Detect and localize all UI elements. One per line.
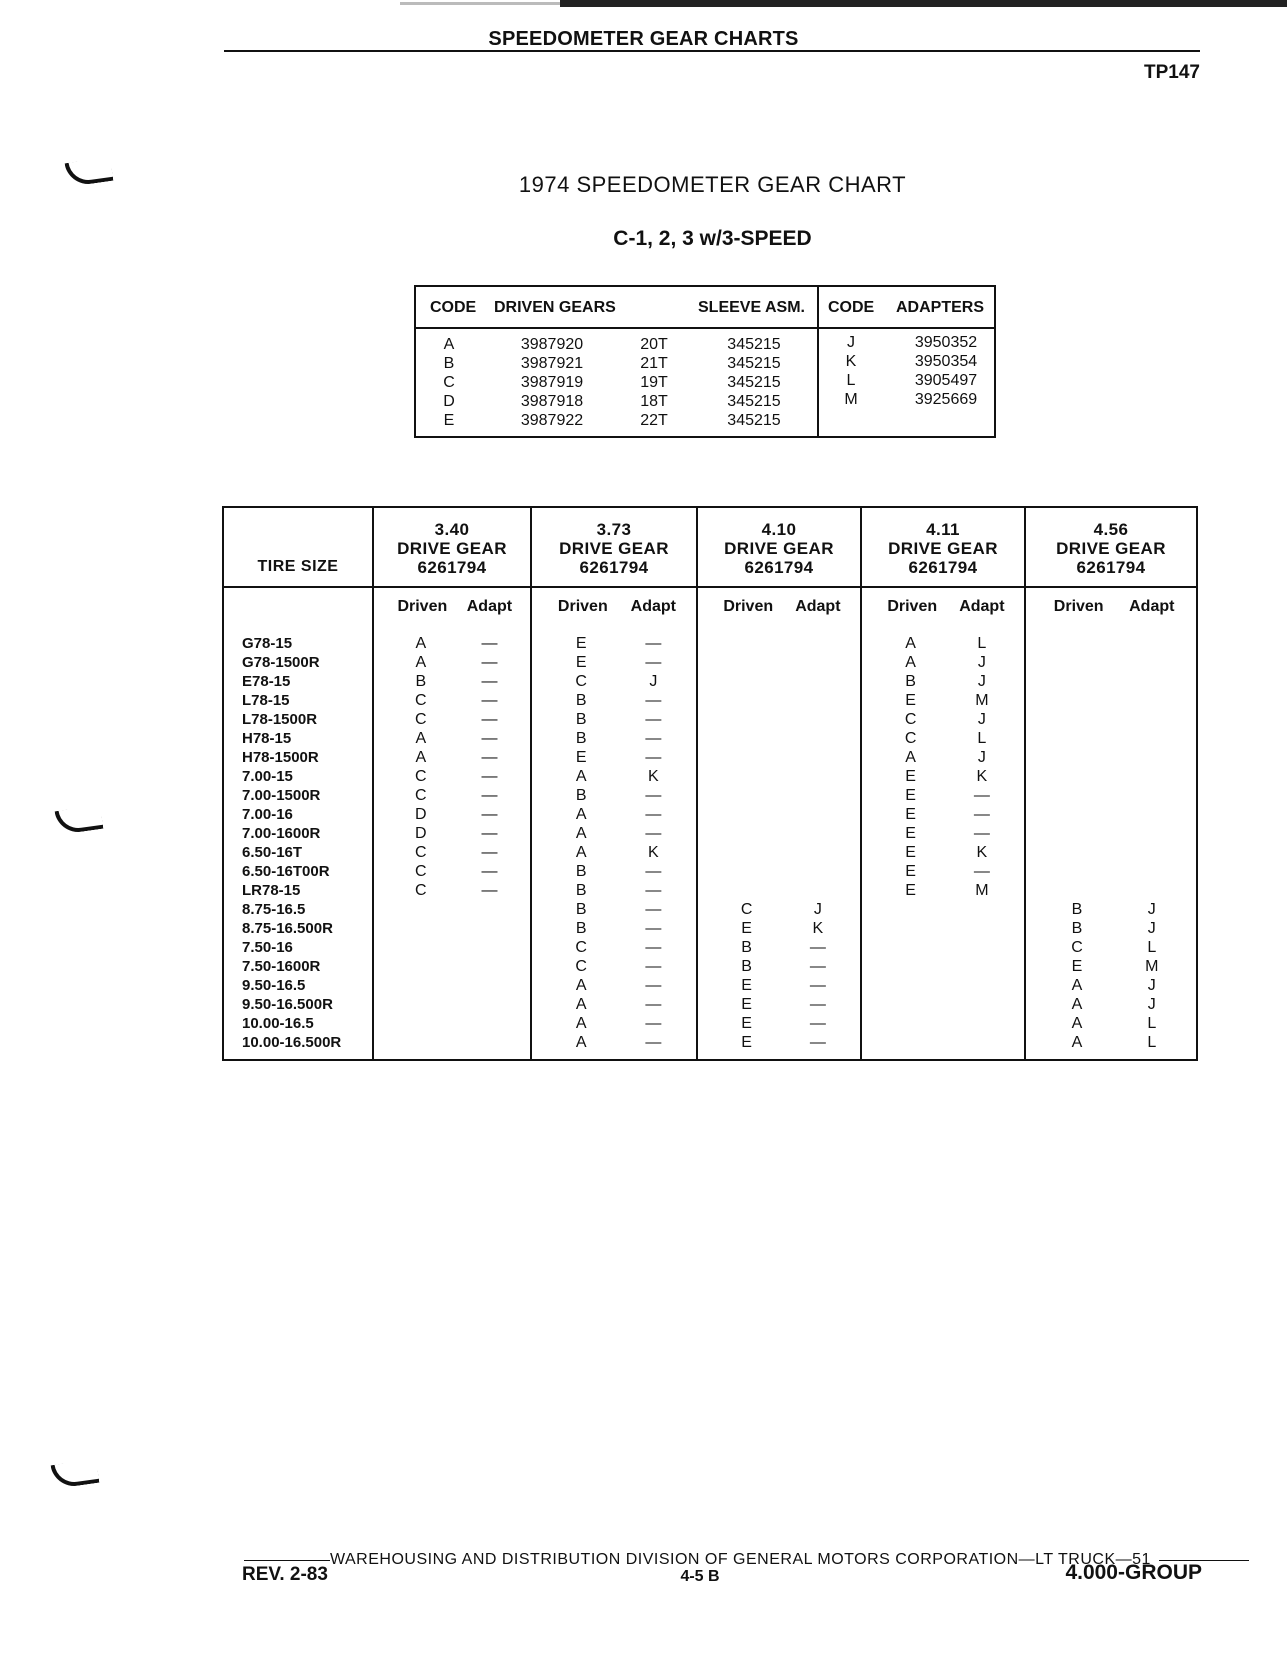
adapter-code: K: [845, 353, 857, 370]
col-header-driven-gears: DRIVEN GEARS: [494, 299, 616, 316]
adapter-code-cell: —: [481, 654, 498, 671]
driven-code-cell: A: [415, 730, 427, 747]
gear-code: C: [443, 374, 455, 391]
driven-code-cell: B: [575, 882, 587, 899]
adapter-code-cell: —: [645, 749, 662, 766]
driven-code-cell: B: [1071, 920, 1083, 937]
driven-code-cell: C: [415, 787, 427, 804]
driven-code-cell: A: [415, 654, 427, 671]
sub-header-adapt: Adapt: [466, 598, 513, 615]
adapter-code-cell: —: [481, 806, 498, 823]
adapter-code-cell: —: [481, 787, 498, 804]
adapter-code: J: [847, 334, 855, 351]
adapter-code-cell: J: [977, 711, 986, 728]
tire-size-cell: 9.50-16.5: [242, 977, 306, 994]
sub-header-driven: Driven: [557, 598, 608, 615]
drive-gear-ratio: 4.10: [761, 520, 797, 539]
gear-part-number: 3987922: [520, 412, 584, 429]
driven-code-cell: A: [575, 1015, 587, 1032]
driven-code-cell: A: [415, 749, 427, 766]
col-header-tire-size: TIRE SIZE: [257, 558, 339, 575]
adapter-code-cell: K: [976, 844, 988, 861]
adapter-code-cell: J: [813, 901, 822, 918]
adapter-code-cell: L: [977, 730, 987, 747]
adapter-code: L: [846, 372, 856, 389]
adapter-code-cell: J: [1147, 901, 1156, 918]
tire-size-cell: 6.50-16T: [242, 844, 303, 861]
adapter-code-cell: —: [481, 844, 498, 861]
tire-size-cell: G78-1500R: [242, 654, 320, 671]
sleeve-part-number: 345215: [727, 336, 781, 353]
drive-gear-ratio: 3.40: [434, 520, 470, 539]
drive-gear-ratio: 3.73: [596, 520, 632, 539]
adapter-code-cell: —: [481, 711, 498, 728]
driven-code-cell: C: [575, 958, 587, 975]
sub-header-driven: Driven: [887, 598, 938, 615]
adapter-code-cell: —: [645, 996, 662, 1013]
sub-header-driven: Driven: [1053, 598, 1104, 615]
adapter-code-cell: J: [1147, 996, 1156, 1013]
driven-code-cell: E: [905, 768, 916, 785]
table-divider: [696, 508, 698, 1059]
driven-code-cell: E: [905, 787, 916, 804]
tire-size-cell: H78-15: [242, 730, 292, 747]
adapter-code-cell: L: [1147, 1034, 1157, 1051]
adapter-code-cell: K: [648, 768, 659, 785]
driven-code-cell: D: [415, 806, 427, 823]
adapter-code-cell: —: [481, 749, 498, 766]
table-divider: [817, 287, 819, 438]
tire-size-cell: 7.00-1600R: [242, 825, 321, 842]
page-header-title: SPEEDOMETER GEAR CHARTS: [488, 28, 799, 50]
adapter-code-cell: —: [645, 654, 662, 671]
adapter-code-cell: —: [645, 882, 662, 899]
driven-code-cell: A: [575, 977, 587, 994]
sub-header-adapt: Adapt: [795, 598, 841, 615]
adapter-code-cell: —: [481, 882, 498, 899]
driven-code-cell: A: [1071, 1015, 1083, 1032]
tire-size-cell: 10.00-16.5: [242, 1015, 314, 1032]
footer-rule: [244, 1560, 330, 1561]
drive-gear-group-header: [1026, 520, 1196, 577]
driven-code-cell: E: [741, 1015, 752, 1032]
adapter-code-cell: —: [645, 901, 662, 918]
drive-gear-group-header: [698, 520, 860, 577]
driven-code-cell: C: [415, 882, 427, 899]
tire-size-cell: G78-15: [242, 635, 293, 652]
driven-code-cell: C: [415, 863, 427, 880]
driven-code-cell: A: [1071, 977, 1083, 994]
driven-code-cell: B: [741, 939, 752, 956]
driven-code-cell: A: [415, 635, 427, 652]
driven-code-cell: E: [1071, 958, 1083, 975]
driven-code-cell: E: [575, 654, 587, 671]
sleeve-part-number: 345215: [727, 374, 781, 391]
driven-code-cell: A: [905, 749, 916, 766]
sub-header-driven: Driven: [723, 598, 774, 615]
table-divider: [530, 508, 532, 1059]
table-divider: [224, 586, 1196, 588]
adapter-code-cell: —: [973, 825, 990, 842]
adapter-code-cell: —: [481, 768, 498, 785]
drive-gear-label: DRIVE GEAR: [724, 539, 834, 558]
adapter-code-cell: L: [1147, 1015, 1157, 1032]
driven-code-cell: B: [575, 920, 587, 937]
col-header-code: CODE: [430, 299, 477, 316]
tire-size-cell: 7.50-16: [242, 939, 293, 956]
gear-teeth: 22T: [640, 412, 668, 429]
sleeve-part-number: 345215: [727, 355, 781, 372]
tire-size-cell: 7.50-1600R: [242, 958, 321, 975]
drive-gear-label: DRIVE GEAR: [397, 539, 507, 558]
driven-code-cell: C: [740, 901, 753, 918]
adapter-code-cell: —: [645, 977, 662, 994]
sub-header-driven: Driven: [397, 598, 448, 615]
adapter-code-cell: —: [645, 1015, 662, 1032]
adapter-code-cell: L: [977, 635, 987, 652]
adapter-code-cell: K: [648, 844, 659, 861]
adapter-code-cell: J: [977, 673, 986, 690]
driven-code-cell: C: [415, 768, 427, 785]
header-rule: [224, 50, 1200, 52]
driven-code-cell: C: [415, 711, 427, 728]
table-divider: [860, 508, 862, 1059]
tire-size-cell: E78-15: [242, 673, 291, 690]
driven-code-cell: A: [575, 844, 587, 861]
driven-code-cell: C: [904, 711, 917, 728]
gear-code: E: [443, 412, 455, 429]
adapter-code-cell: —: [645, 806, 662, 823]
tire-size-cell: 7.00-1500R: [242, 787, 321, 804]
driven-code-cell: E: [741, 1034, 752, 1051]
driven-code-cell: A: [1071, 996, 1083, 1013]
adapter-code-cell: —: [973, 806, 990, 823]
scan-edge-line: [560, 0, 1287, 7]
page-number: 4-5 B: [680, 1568, 720, 1585]
driven-code-cell: A: [905, 654, 916, 671]
binder-hole-mark: [51, 1459, 100, 1489]
adapter-code-cell: L: [1147, 939, 1157, 956]
gear-teeth: 19T: [640, 374, 668, 391]
document-code: TP147: [1144, 62, 1200, 83]
drive-gear-label: DRIVE GEAR: [559, 539, 669, 558]
adapter-code-cell: —: [481, 863, 498, 880]
driven-code-cell: B: [575, 711, 587, 728]
adapter-code: M: [844, 391, 858, 408]
gear-part-number: 3987921: [520, 355, 584, 372]
drive-gear-group-header: [374, 520, 530, 577]
adapter-code-cell: —: [645, 863, 662, 880]
driven-code-cell: E: [575, 749, 587, 766]
adapter-code-cell: J: [1147, 977, 1156, 994]
tire-size-cell: L78-15: [242, 692, 290, 709]
adapter-code-cell: M: [975, 882, 989, 899]
driven-gear-code-table: [414, 285, 996, 438]
driven-code-cell: C: [575, 939, 587, 956]
binder-hole-mark: [55, 805, 104, 835]
driven-code-cell: B: [575, 787, 587, 804]
adapter-code-cell: —: [645, 635, 662, 652]
gear-code: B: [443, 355, 455, 372]
adapter-part-number: 3925669: [914, 391, 978, 408]
adapter-code-cell: —: [481, 673, 498, 690]
driven-code-cell: E: [741, 977, 752, 994]
driven-code-cell: C: [1071, 939, 1083, 956]
drive-gear-part: 6261794: [579, 558, 649, 577]
adapter-code-cell: M: [1145, 958, 1159, 975]
col-header-adapters: ADAPTERS: [896, 299, 985, 316]
tire-size-cell: 10.00-16.500R: [242, 1034, 342, 1051]
adapter-code-cell: —: [645, 711, 662, 728]
gear-teeth: 18T: [640, 393, 668, 410]
drive-gear-part: 6261794: [1076, 558, 1146, 577]
adapter-code-cell: —: [481, 730, 498, 747]
driven-code-cell: A: [575, 825, 587, 842]
gear-part-number: 3987918: [520, 393, 584, 410]
driven-code-cell: B: [575, 901, 587, 918]
driven-code-cell: E: [741, 996, 752, 1013]
drive-gear-ratio: 4.56: [1093, 520, 1129, 539]
gear-code: A: [443, 336, 455, 353]
driven-code-cell: B: [1071, 901, 1083, 918]
drive-gear-part: 6261794: [417, 558, 487, 577]
adapter-code-cell: K: [812, 920, 824, 937]
drive-gear-group-header: [862, 520, 1024, 577]
driven-code-cell: A: [905, 635, 916, 652]
tire-size-cell: 8.75-16.5: [242, 901, 306, 918]
gear-part-number: 3987919: [520, 374, 584, 391]
driven-code-cell: B: [415, 673, 427, 690]
tire-size-cell: 9.50-16.500R: [242, 996, 333, 1013]
adapter-code-cell: —: [645, 787, 662, 804]
tire-size-cell: 6.50-16T00R: [242, 863, 330, 880]
adapter-code-cell: —: [645, 958, 662, 975]
tire-size-cell: 7.00-15: [242, 768, 293, 785]
adapter-code-cell: —: [809, 939, 826, 956]
table-divider: [416, 327, 994, 329]
driven-code-cell: E: [905, 692, 916, 709]
drive-gear-label: DRIVE GEAR: [888, 539, 998, 558]
drive-gear-label: DRIVE GEAR: [1056, 539, 1166, 558]
adapter-code-cell: K: [976, 768, 988, 785]
gear-teeth: 21T: [640, 355, 668, 372]
driven-code-cell: A: [575, 996, 587, 1013]
driven-code-cell: C: [415, 692, 427, 709]
driven-code-cell: E: [905, 825, 916, 842]
drive-gear-part: 6261794: [908, 558, 978, 577]
footer-org-text: WAREHOUSING AND DISTRIBUTION DIVISION OF GENERAL MOTORS CORPORATION—LT TRUCK—51: [330, 1551, 1151, 1568]
tire-size-cell: H78-1500R: [242, 749, 319, 766]
adapter-code-cell: —: [809, 958, 826, 975]
driven-code-cell: E: [905, 882, 916, 899]
adapter-code-cell: —: [645, 939, 662, 956]
drive-gear-part: 6261794: [744, 558, 814, 577]
drive-gear-ratio: 4.11: [926, 520, 960, 539]
drive-gear-group-header: [532, 520, 696, 577]
driven-code-cell: C: [575, 673, 587, 690]
driven-code-cell: C: [904, 730, 917, 747]
col-header-sleeve: SLEEVE ASM.: [698, 299, 805, 316]
adapter-code-cell: —: [645, 692, 662, 709]
driven-code-cell: D: [415, 825, 427, 842]
tire-size-cell: L78-1500R: [242, 711, 318, 728]
driven-code-cell: A: [1071, 1034, 1083, 1051]
adapter-code-cell: —: [645, 825, 662, 842]
gear-code: D: [443, 393, 455, 410]
driven-code-cell: E: [741, 920, 752, 937]
driven-code-cell: A: [575, 1034, 587, 1051]
adapter-code-cell: —: [809, 1015, 826, 1032]
table-divider: [1024, 508, 1026, 1059]
driven-code-cell: B: [575, 863, 587, 880]
chart-title: 1974 SPEEDOMETER GEAR CHART: [518, 172, 907, 197]
tire-size-gear-table: [222, 506, 1198, 1061]
sleeve-part-number: 345215: [727, 393, 781, 410]
adapter-part-number: 3950352: [914, 334, 978, 351]
driven-code-cell: E: [905, 863, 916, 880]
adapter-code-cell: —: [645, 730, 662, 747]
group-label: 4.000-GROUP: [1065, 1561, 1202, 1584]
chart-subtitle: C-1, 2, 3 w/3-SPEED: [613, 227, 812, 250]
adapter-code-cell: —: [973, 787, 990, 804]
col-header-adapter-code: CODE: [828, 299, 875, 316]
adapter-code-cell: —: [809, 1034, 826, 1051]
adapter-code-cell: J: [649, 673, 658, 690]
adapter-code-cell: —: [481, 635, 498, 652]
adapter-code-cell: J: [977, 749, 986, 766]
adapter-part-number: 3905497: [914, 372, 978, 389]
tire-size-cell: LR78-15: [242, 882, 301, 899]
adapter-code-cell: —: [973, 863, 990, 880]
driven-code-cell: B: [575, 730, 587, 747]
driven-code-cell: E: [905, 844, 916, 861]
driven-code-cell: A: [575, 768, 587, 785]
revision-label: REV. 2-83: [242, 1564, 328, 1585]
tire-size-cell: 8.75-16.500R: [242, 920, 333, 937]
driven-code-cell: B: [741, 958, 752, 975]
driven-code-cell: A: [575, 806, 587, 823]
driven-code-cell: E: [905, 806, 916, 823]
driven-code-cell: B: [905, 673, 916, 690]
sub-header-adapt: Adapt: [630, 598, 676, 615]
adapter-code-cell: —: [481, 692, 498, 709]
adapter-code-cell: J: [1147, 920, 1156, 937]
gear-part-number: 3987920: [520, 336, 584, 353]
driven-code-cell: E: [575, 635, 587, 652]
adapter-code-cell: —: [809, 977, 826, 994]
driven-code-cell: C: [415, 844, 427, 861]
adapter-part-number: 3950354: [914, 353, 978, 370]
table-divider: [372, 508, 374, 1059]
adapter-code-cell: —: [809, 996, 826, 1013]
sleeve-part-number: 345215: [727, 412, 781, 429]
adapter-code-cell: —: [481, 825, 498, 842]
driven-code-cell: B: [575, 692, 587, 709]
tire-size-cell: 7.00-16: [242, 806, 293, 823]
adapter-code-cell: —: [645, 920, 662, 937]
adapter-code-cell: M: [975, 692, 989, 709]
sub-header-adapt: Adapt: [1129, 598, 1175, 615]
adapter-code-cell: —: [645, 1034, 662, 1051]
sub-header-adapt: Adapt: [959, 598, 1005, 615]
adapter-code-cell: J: [977, 654, 986, 671]
gear-teeth: 20T: [640, 336, 668, 353]
